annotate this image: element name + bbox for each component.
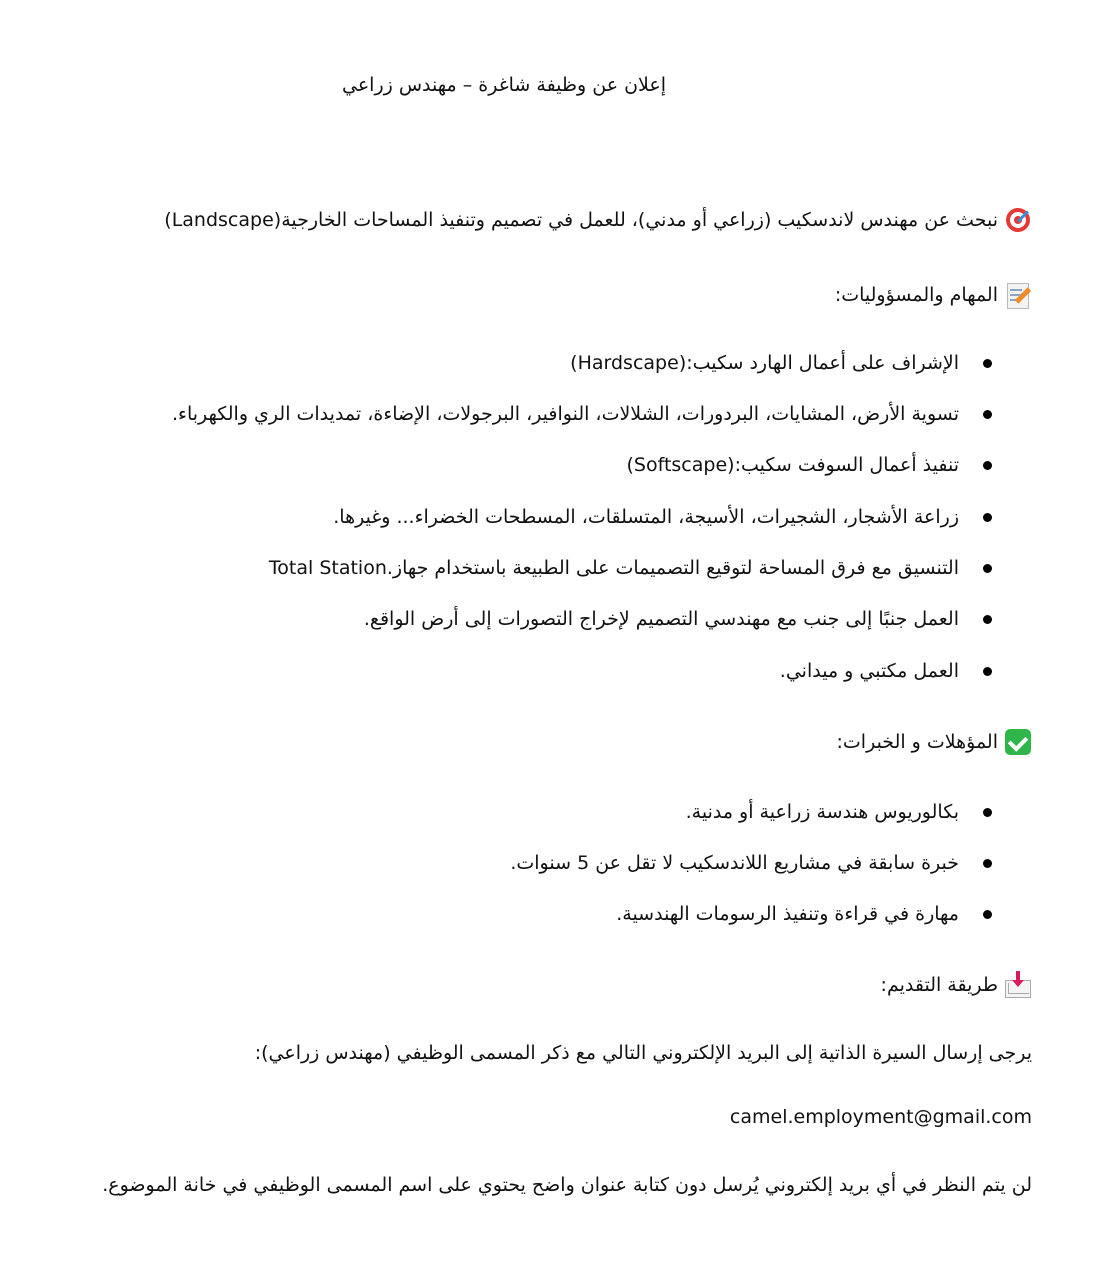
bullet-dot	[983, 359, 992, 368]
list-item	[686, 797, 992, 827]
qualifications-heading	[837, 727, 1032, 757]
apply-heading-text: طريقة التقديم:	[880, 974, 998, 996]
list-item	[172, 399, 992, 429]
list-item-text: الإشراف على أعمال الهارد سكيب:(Hardscape)	[570, 352, 959, 374]
email-address[interactable]: camel.employment@gmail.com	[729, 1106, 1032, 1128]
check-mark-button-icon	[1004, 728, 1032, 756]
list-item	[570, 348, 992, 378]
intro-line	[164, 205, 1032, 235]
list-item	[780, 656, 992, 686]
responsibilities-heading-text: المهام والمسؤوليات:	[834, 284, 998, 306]
list-item-text: التنسيق مع فرق المساحة لتوقيع التصميمات على الطبيعة باستخدام جهاز.Total Station	[268, 557, 959, 579]
bullet-dot	[983, 564, 992, 573]
bullet-dot	[983, 513, 992, 522]
list-item	[364, 604, 992, 634]
page-title: إعلان عن وظيفة شاغرة – مهندس زراعي	[342, 74, 666, 96]
list-item	[616, 899, 992, 929]
memo-icon	[1004, 281, 1032, 309]
intro-text: نبحث عن مهندس لاندسكيب (زراعي أو مدني)، للعمل في تصميم وتنفيذ المساحات الخارجية(Landscape)	[164, 209, 998, 231]
list-item	[627, 450, 993, 480]
bullet-dot	[983, 410, 992, 419]
list-item-text: العمل مكتبي و ميداني.	[779, 660, 959, 682]
list-item-text: تسوية الأرض، المشايات، البردورات، الشلالات، النوافير، البرجولات، الإضاءة، تمديدات الري والكهرباء.	[171, 403, 959, 425]
apply-note: لن يتم النظر في أي بريد إلكتروني يُرسل دون كتابة عنوان واضح يحتوي على اسم المسمى الوظيفي في خانة الموضوع.	[102, 1174, 1032, 1196]
list-item	[333, 502, 992, 532]
list-item-text: خبرة سابقة في مشاريع اللاندسكيب لا تقل عن 5 سنوات.	[510, 852, 959, 874]
apply-instruction: يرجى إرسال السيرة الذاتية إلى البريد الإلكتروني التالي مع ذكر المسمى الوظيفي (مهندس زراعي):	[254, 1042, 1032, 1064]
bullet-dot	[983, 667, 992, 676]
list-item-text: العمل جنبًا إلى جنب مع مهندسي التصميم لإخراج التصورات إلى أرض الواقع.	[363, 608, 959, 630]
direct-hit-target-icon	[1004, 206, 1032, 234]
bullet-dot	[983, 615, 992, 624]
bullet-dot	[983, 859, 992, 868]
list-item	[269, 553, 992, 583]
list-item-text: مهارة في قراءة وتنفيذ الرسومات الهندسية.	[616, 903, 959, 925]
list-item	[510, 848, 992, 878]
list-item-text: تنفيذ أعمال السوفت سكيب:(Softscape)	[626, 454, 959, 476]
envelope-with-arrow-icon	[1004, 971, 1032, 999]
list-item-text: زراعة الأشجار، الشجيرات، الأسيجة، المتسلقات، المسطحات الخضراء... وغيرها.	[333, 506, 959, 528]
list-item-text: بكالوريوس هندسة زراعية أو مدنية.	[685, 801, 959, 823]
responsibilities-heading	[835, 280, 1032, 310]
bullet-dot	[983, 910, 992, 919]
apply-heading	[881, 970, 1032, 1000]
bullet-dot	[983, 461, 992, 470]
qualifications-heading-text: المؤهلات و الخبرات:	[836, 731, 998, 753]
bullet-dot	[983, 808, 992, 817]
